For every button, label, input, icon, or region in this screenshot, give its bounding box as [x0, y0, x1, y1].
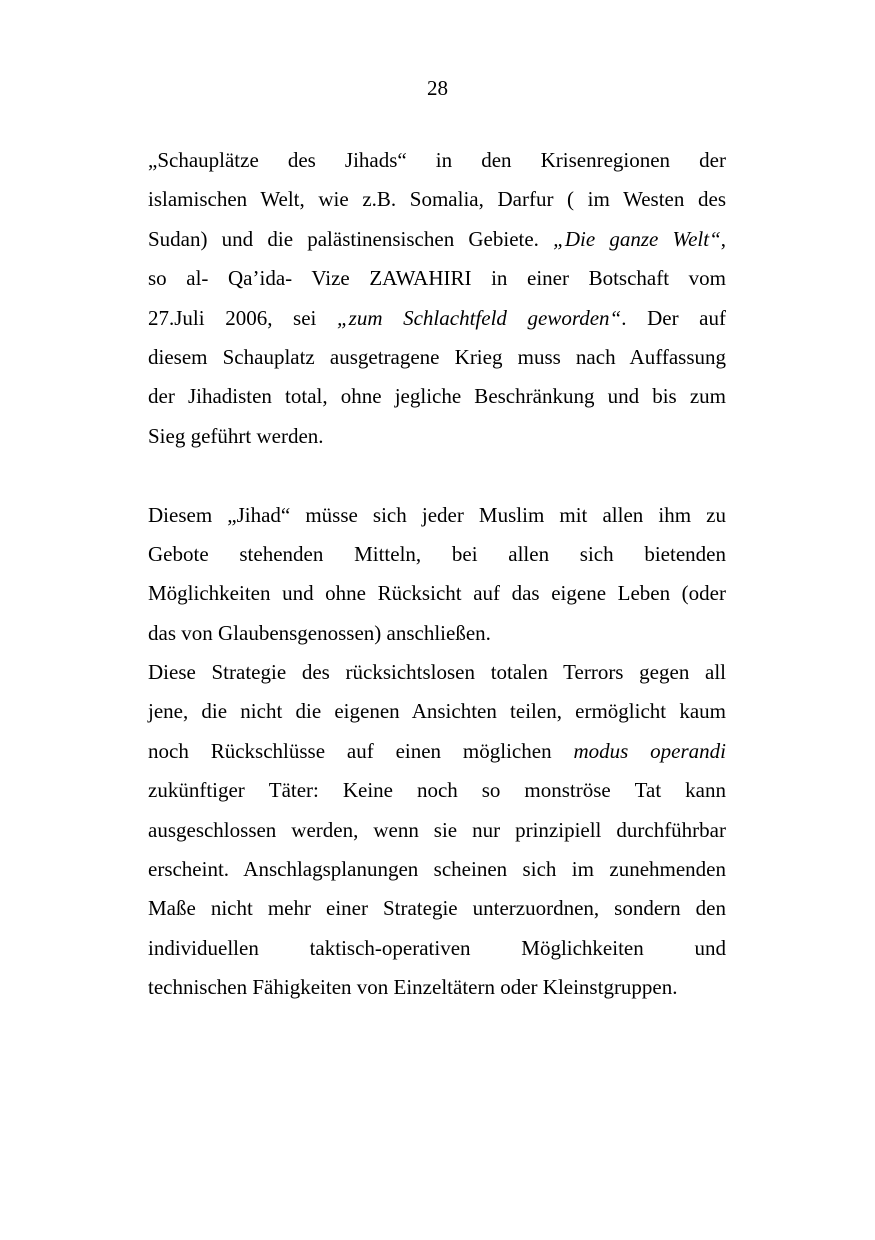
word: Jihads“ — [344, 148, 407, 172]
text-line: das von Glaubensgenossen) anschließen. — [148, 620, 491, 645]
word: Möglichkeiten — [521, 935, 644, 960]
word: bietenden — [644, 541, 726, 566]
text-line: 27.Juli 2006, sei „zum Schlachtfeld geworden“. Der auf — [148, 305, 726, 330]
text-line: der Jihadisten total, ohne jegliche Beschränkung und bis zum — [148, 384, 726, 409]
text-line: Sieg geführt werden. — [148, 423, 324, 448]
paragraph-3 — [148, 653, 726, 1008]
word: „Schauplätze — [148, 148, 259, 172]
text-line: diesem Schauplatz ausgetragene Krieg muss nach Auffassung — [148, 344, 726, 369]
text-line — [148, 929, 726, 968]
text-line: Maße nicht mehr einer Strategie unterzuordnen, sondern den — [148, 896, 726, 921]
word: so — [481, 778, 501, 803]
word: bei — [451, 541, 478, 566]
word: Tat — [634, 778, 662, 803]
word: Gebote — [148, 541, 209, 566]
text-line: Diesem „Jihad“ müsse sich jeder Muslim mit allen ihm zu — [148, 502, 726, 527]
word: allen — [508, 541, 550, 566]
text-line — [148, 771, 726, 810]
word: sich — [579, 541, 614, 566]
text-line: Sudan) und die palästinensischen Gebiete. „Die ganze Welt“, — [148, 226, 727, 251]
word: noch — [416, 778, 458, 803]
text-line: erscheint. Anschlagsplanungen scheinen sich im zunehmenden — [148, 857, 726, 882]
italic-phrase: „Die ganze Welt“ — [553, 226, 721, 251]
word: den — [481, 148, 512, 172]
word: der — [699, 148, 726, 172]
word: taktisch-operativen — [309, 935, 471, 960]
word: individuellen — [148, 935, 259, 960]
word: Keine — [342, 778, 393, 803]
text-line: Möglichkeiten und ohne Rücksicht auf das eigene Leben (oder — [148, 581, 726, 606]
paragraph-2 — [148, 496, 726, 654]
paragraph-1 — [148, 141, 726, 456]
text-line: so al- Qa’ida- Vize ZAWAHIRI in einer Botschaft vom — [148, 266, 726, 291]
italic-phrase: „zum Schlachtfeld geworden“ — [336, 305, 622, 330]
word: stehenden — [239, 541, 324, 566]
page-number: 28 — [427, 76, 448, 100]
text-line: islamischen Welt, wie z.B. Somalia, Darfur ( im Westen des — [148, 187, 726, 212]
word: monströse — [524, 778, 611, 803]
word: des — [287, 148, 316, 172]
word: Krisenregionen — [540, 148, 671, 172]
body-text — [148, 141, 726, 1008]
text-line: Diese Strategie des rücksichtslosen totalen Terrors gegen all — [148, 660, 726, 685]
text-line — [148, 141, 726, 180]
word: kann — [685, 778, 726, 803]
paragraph-spacer — [148, 456, 726, 495]
text-line: ausgeschlossen werden, wenn sie nur prinzipiell durchführbar — [148, 817, 726, 842]
word: zukünftiger — [148, 778, 245, 803]
italic-phrase: modus operandi — [573, 738, 726, 763]
word: Täter: — [268, 778, 319, 803]
word: und — [694, 935, 726, 960]
word: in — [435, 148, 453, 172]
text-line: technischen Fähigkeiten von Einzeltätern oder Kleinstgruppen. — [148, 975, 678, 1000]
word: Mitteln, — [354, 541, 422, 566]
text-line — [148, 535, 726, 574]
text-line: jene, die nicht die eigenen Ansichten teilen, ermöglicht kaum — [148, 699, 726, 724]
text-line: noch Rückschlüsse auf einen möglichen modus operandi — [148, 738, 726, 763]
